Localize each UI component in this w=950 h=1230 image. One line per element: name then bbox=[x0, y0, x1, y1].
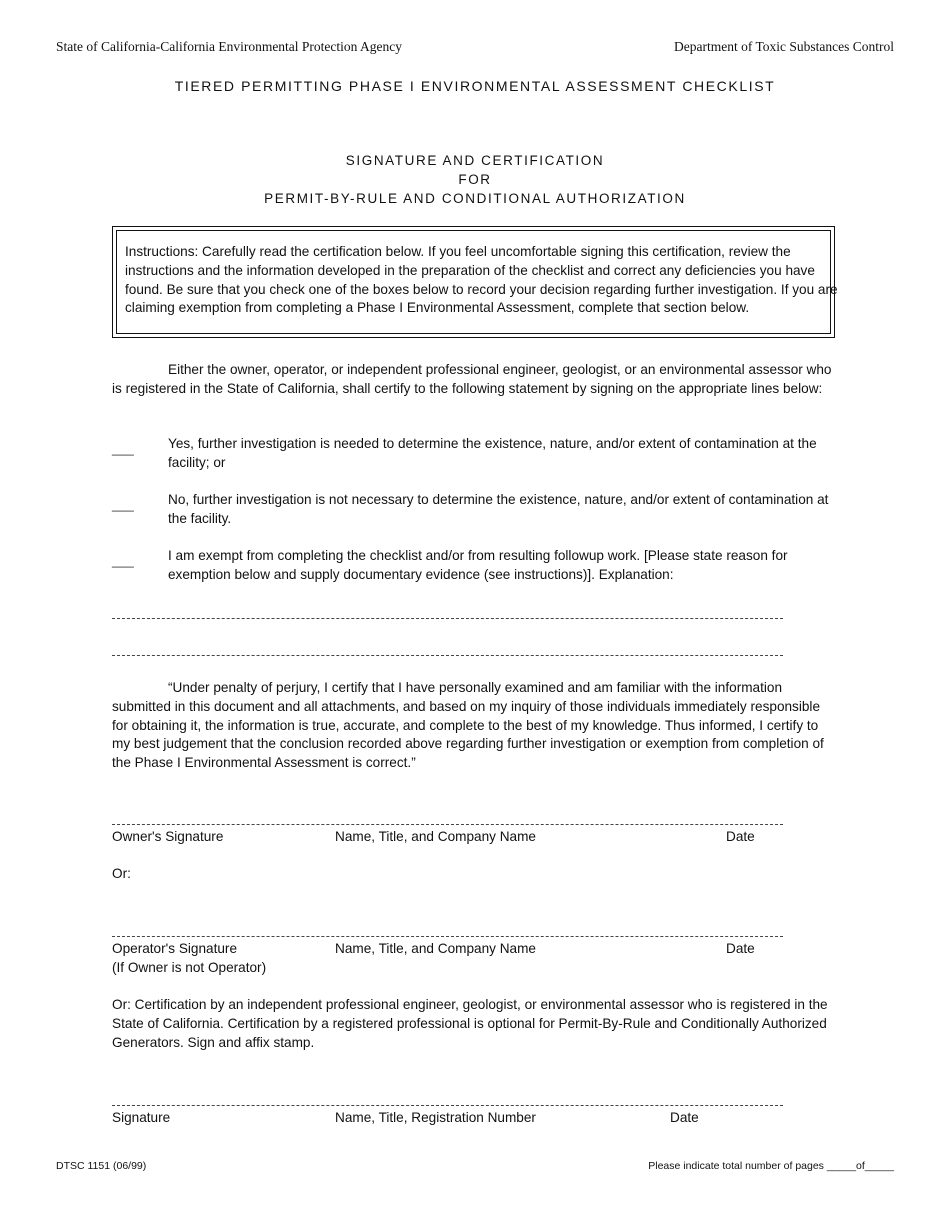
professional-signature-label: Signature bbox=[112, 1110, 171, 1125]
intro-paragraph: Either the owner, operator, or independent professional engineer, geologist, or an environmental assessor who is registered in the State of California, shall certify to the following statement by signing on the appropriate lines below: bbox=[112, 362, 832, 396]
operator-note: (If Owner is not Operator) bbox=[112, 960, 267, 975]
professional-date-label: Date bbox=[670, 1110, 699, 1125]
professional-name-label: Name, Title, Registration Number bbox=[335, 1110, 536, 1125]
explanation-line-1[interactable] bbox=[112, 618, 783, 619]
subtitle-line-3: PERMIT-BY-RULE AND CONDITIONAL AUTHORIZATION bbox=[264, 191, 686, 206]
agency-header: State of California-California Environmental Protection Agency bbox=[56, 39, 403, 54]
subtitle-line-2: FOR bbox=[458, 172, 492, 187]
subtitle-line-1: SIGNATURE AND CERTIFICATION bbox=[345, 153, 605, 168]
exempt-checkbox-blank[interactable]: ___ bbox=[112, 553, 134, 568]
option-yes: Yes, further investigation is needed to determine the existence, nature, and/or extent of contamination at the facility; or bbox=[168, 436, 817, 470]
owner-name-label: Name, Title, and Company Name bbox=[335, 829, 536, 844]
page-count-field[interactable]: Please indicate total number of pages _____of_____ bbox=[648, 1160, 894, 1172]
operator-signature-label: Operator's Signature bbox=[112, 941, 238, 956]
operator-signature-line[interactable] bbox=[112, 936, 783, 937]
operator-date-label: Date bbox=[726, 941, 755, 956]
option-exempt: I am exempt from completing the checklist and/or from resulting followup work. [Please state reason for exemption below and supply documentary evidence (see instructions)]. Explanation: bbox=[168, 548, 788, 582]
yes-checkbox-blank[interactable]: ___ bbox=[112, 441, 134, 456]
operator-name-label: Name, Title, and Company Name bbox=[335, 941, 536, 956]
professional-certification-text: Or: Certification by an independent professional engineer, geologist, or environmental assessor who is registered in the State of California. Certification by a registered professional is optional for Permit-By-Rule and Conditionally Authorized Generators. Sign and affix stamp. bbox=[112, 997, 828, 1050]
explanation-line-2[interactable] bbox=[112, 655, 783, 656]
page-title: TIERED PERMITTING PHASE I ENVIRONMENTAL ASSESSMENT CHECKLIST bbox=[174, 78, 776, 94]
owner-signature-label: Owner's Signature bbox=[112, 829, 224, 844]
or-label: Or: bbox=[112, 866, 131, 881]
instructions-text: Instructions: Carefully read the certification below. If you feel uncomfortable signing this certification, review the instructions and the information developed in the preparation of the checklist and correct any deficiencies you have found. Be sure that you check one of the boxes below to record your decision regarding further investigation. If you are claiming exemption from completing a Phase I Environmental Assessment, complete that section below. bbox=[125, 244, 838, 316]
option-no: No, further investigation is not necessary to determine the existence, nature, and/or extent of contamination at the facility. bbox=[168, 492, 829, 526]
form-id: DTSC 1151 (06/99) bbox=[56, 1160, 147, 1172]
department-header: Department of Toxic Substances Control bbox=[673, 39, 894, 54]
professional-signature-line[interactable] bbox=[112, 1105, 783, 1106]
certification-statement: “Under penalty of perjury, I certify that I have personally examined and am familiar with the information submitted in this document and all attachments, and based on my inquiry of those individuals immediately responsible for obtaining it, the information is true, accurate, and complete to the best of my knowledge. Thus informed, I certify to my best judgement that the conclusion recorded above regarding further investigation or exemption from completion of the Phase I Environmental Assessment is correct.” bbox=[112, 680, 824, 771]
owner-signature-line[interactable] bbox=[112, 824, 783, 825]
owner-date-label: Date bbox=[726, 829, 755, 844]
no-checkbox-blank[interactable]: ___ bbox=[112, 497, 134, 512]
